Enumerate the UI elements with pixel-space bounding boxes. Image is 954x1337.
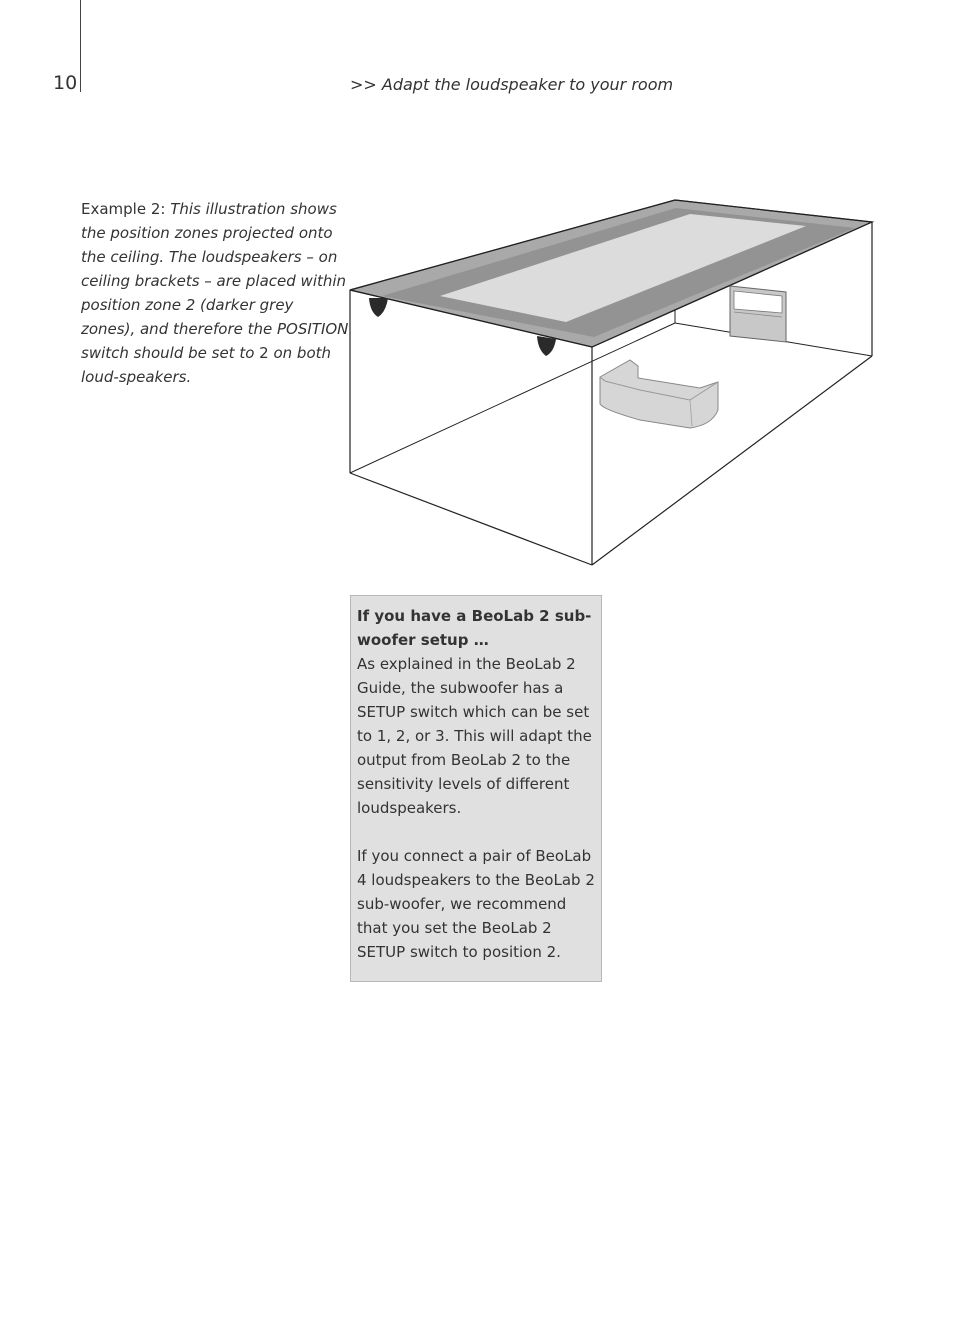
- subwoofer-info-box: [350, 595, 602, 982]
- caption-value: 2: [259, 344, 269, 362]
- caption-text-2: on both loud-speakers.: [81, 344, 332, 386]
- p2-text-b: switch to position: [405, 943, 547, 961]
- caption-label: Example 2:: [81, 200, 166, 218]
- info-box-paragraph-2: [357, 844, 597, 964]
- margin-rule: [80, 0, 81, 92]
- p1-text-c: , or: [405, 727, 436, 745]
- room-illustration: [340, 190, 880, 575]
- floor-left-edge: [350, 473, 592, 565]
- p2-setting: BeoLab 2 SETUP: [357, 919, 552, 961]
- p2-text-c: .: [556, 943, 561, 961]
- example-caption: [81, 197, 349, 389]
- p2-text-a: If you connect a pair of BeoLab 4 loudspeakers to the BeoLab 2 sub-woofer, we recommend that you set the: [357, 847, 595, 937]
- section-header: >> Adapt the loudspeaker to your room: [350, 75, 674, 94]
- loudspeaker-right-icon: [537, 336, 556, 356]
- p1-text-a: As explained in the BeoLab 2 Guide, the subwoofer has a SETUP switch which can be set to: [357, 655, 590, 745]
- p1-value-3: 3: [435, 727, 445, 745]
- p2-value: 2: [546, 943, 557, 961]
- p1-text-d: . This will adapt the output from BeoLab 2 to the sensitivity levels of different loudspeakers.: [357, 727, 592, 817]
- loudspeaker-left-icon: [369, 298, 388, 317]
- info-box-title: If you have a BeoLab 2 sub-woofer setup …: [357, 607, 592, 649]
- p1-text-b: ,: [386, 727, 396, 745]
- p1-value-2: 2: [395, 727, 406, 745]
- caption-text-1: This illustration shows the position zones projected onto the ceiling. The loudspeakers – on ceiling brackets – are placed within position zone 2 (darker grey zones), and therefore the POSITION switch should be set to: [81, 200, 349, 362]
- p1-value-1: 1: [376, 727, 387, 745]
- info-box-paragraph-1: [357, 652, 597, 820]
- page-number: 10: [53, 72, 78, 94]
